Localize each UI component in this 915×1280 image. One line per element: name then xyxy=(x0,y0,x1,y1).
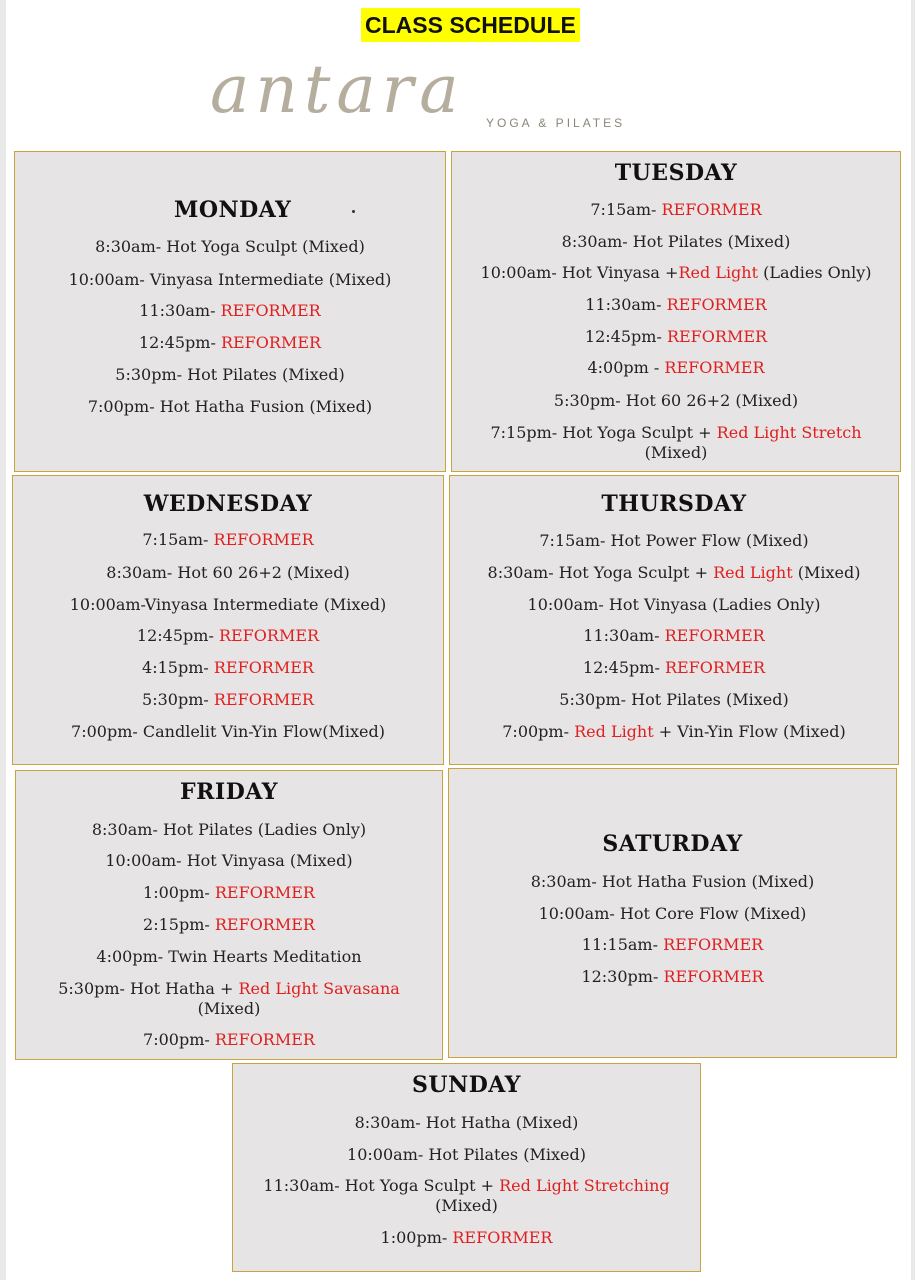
class-line: 10:00am- Hot Pilates (Mixed) xyxy=(347,1145,586,1164)
class-line-continued: (Mixed) xyxy=(197,999,261,1018)
page-edge-left xyxy=(0,0,6,1280)
day-heading: SUNDAY xyxy=(412,1072,521,1098)
class-line: 10:00am-Vinyasa Intermediate (Mixed) xyxy=(69,595,387,614)
class-line: 8:30am- Hot Hatha Fusion (Mixed) xyxy=(530,872,815,891)
schedule-box-monday xyxy=(14,151,446,472)
class-line: 11:15am- REFORMER xyxy=(581,935,764,954)
class-line: 11:30am- Hot Yoga Sculpt + Red Light Stretching xyxy=(263,1176,670,1195)
class-line: 10:00am- Hot Vinyasa (Ladies Only) xyxy=(527,595,821,614)
class-line: 7:00pm- REFORMER xyxy=(143,1030,315,1049)
class-line: 12:45pm- REFORMER xyxy=(584,327,768,346)
class-line: 8:30am- Hot Hatha (Mixed) xyxy=(354,1113,579,1132)
logo-subtitle: YOGA & PILATES xyxy=(486,116,626,130)
class-line: 4:00pm- Twin Hearts Meditation xyxy=(96,947,362,966)
class-line: 1:00pm- REFORMER xyxy=(143,883,315,902)
day-heading: WEDNESDAY xyxy=(143,491,313,517)
class-line-continued: (Mixed) xyxy=(435,1196,498,1215)
logo xyxy=(210,51,690,138)
class-line: 5:30pm- Hot 60 26+2 (Mixed) xyxy=(553,391,799,410)
day-heading: THURSDAY xyxy=(601,491,747,517)
schedule-box-sunday xyxy=(232,1063,701,1272)
day-heading: MONDAY xyxy=(174,197,292,223)
class-line: 4:00pm - REFORMER xyxy=(587,358,765,377)
schedule-box-saturday xyxy=(448,768,897,1058)
class-line: 10:00am- Hot Core Flow (Mixed) xyxy=(538,904,807,923)
class-line: 7:15am- REFORMER xyxy=(590,200,762,219)
day-heading: SATURDAY xyxy=(602,831,743,857)
schedule-box-tuesday xyxy=(451,151,901,472)
class-line: 8:30am- Hot Yoga Sculpt (Mixed) xyxy=(95,237,365,256)
class-line: 8:30am- Hot Yoga Sculpt + Red Light (Mixed) xyxy=(487,563,861,582)
class-line: 8:30am- Hot Pilates (Mixed) xyxy=(561,232,791,251)
class-line: 4:15pm- REFORMER xyxy=(142,658,314,677)
stray-dot xyxy=(352,210,355,213)
class-line: 7:15am- Hot Power Flow (Mixed) xyxy=(539,531,809,550)
class-line: 10:00am- Hot Vinyasa +Red Light (Ladies Only) xyxy=(480,263,872,282)
class-line: 7:15pm- Hot Yoga Sculpt + Red Light Stretch xyxy=(490,423,862,442)
class-line: 12:45pm- REFORMER xyxy=(136,626,320,645)
class-line: 12:30pm- REFORMER xyxy=(581,967,764,986)
class-line: 7:00pm- Hot Hatha Fusion (Mixed) xyxy=(87,397,373,416)
class-line: 8:30am- Hot Pilates (Ladies Only) xyxy=(91,820,367,839)
class-line-continued: (Mixed) xyxy=(644,443,708,462)
schedule-box-wednesday xyxy=(12,475,444,765)
class-line: 5:30pm- Hot Hatha + Red Light Savasana xyxy=(58,979,400,998)
class-line: 11:30am- REFORMER xyxy=(139,301,321,320)
logo-script: antara xyxy=(210,51,465,128)
class-line: 7:00pm- Candlelit Vin-Yin Flow(Mixed) xyxy=(71,722,385,741)
page-title: CLASS SCHEDULE xyxy=(361,8,580,42)
class-line: 5:30pm- Hot Pilates (Mixed) xyxy=(115,365,345,384)
class-line: 5:30pm- REFORMER xyxy=(142,690,314,709)
class-line: 8:30am- Hot 60 26+2 (Mixed) xyxy=(106,563,350,582)
schedule-box-thursday xyxy=(449,475,899,765)
schedule-box-friday xyxy=(15,770,443,1060)
class-line: 2:15pm- REFORMER xyxy=(143,915,315,934)
class-line: 7:00pm- Red Light + Vin-Yin Flow (Mixed) xyxy=(502,722,846,741)
class-line: 11:30am- REFORMER xyxy=(585,295,767,314)
day-heading: FRIDAY xyxy=(180,779,278,805)
page-edge-right xyxy=(911,0,915,1280)
day-heading: TUESDAY xyxy=(614,160,738,186)
class-line: 12:45pm- REFORMER xyxy=(582,658,766,677)
class-line: 10:00am- Hot Vinyasa (Mixed) xyxy=(105,851,353,870)
class-line: 11:30am- REFORMER xyxy=(583,626,765,645)
class-line: 12:45pm- REFORMER xyxy=(138,333,322,352)
class-line: 7:15am- REFORMER xyxy=(142,530,314,549)
class-line: 5:30pm- Hot Pilates (Mixed) xyxy=(559,690,789,709)
class-line: 1:00pm- REFORMER xyxy=(380,1228,553,1247)
class-line: 10:00am- Vinyasa Intermediate (Mixed) xyxy=(68,270,392,289)
